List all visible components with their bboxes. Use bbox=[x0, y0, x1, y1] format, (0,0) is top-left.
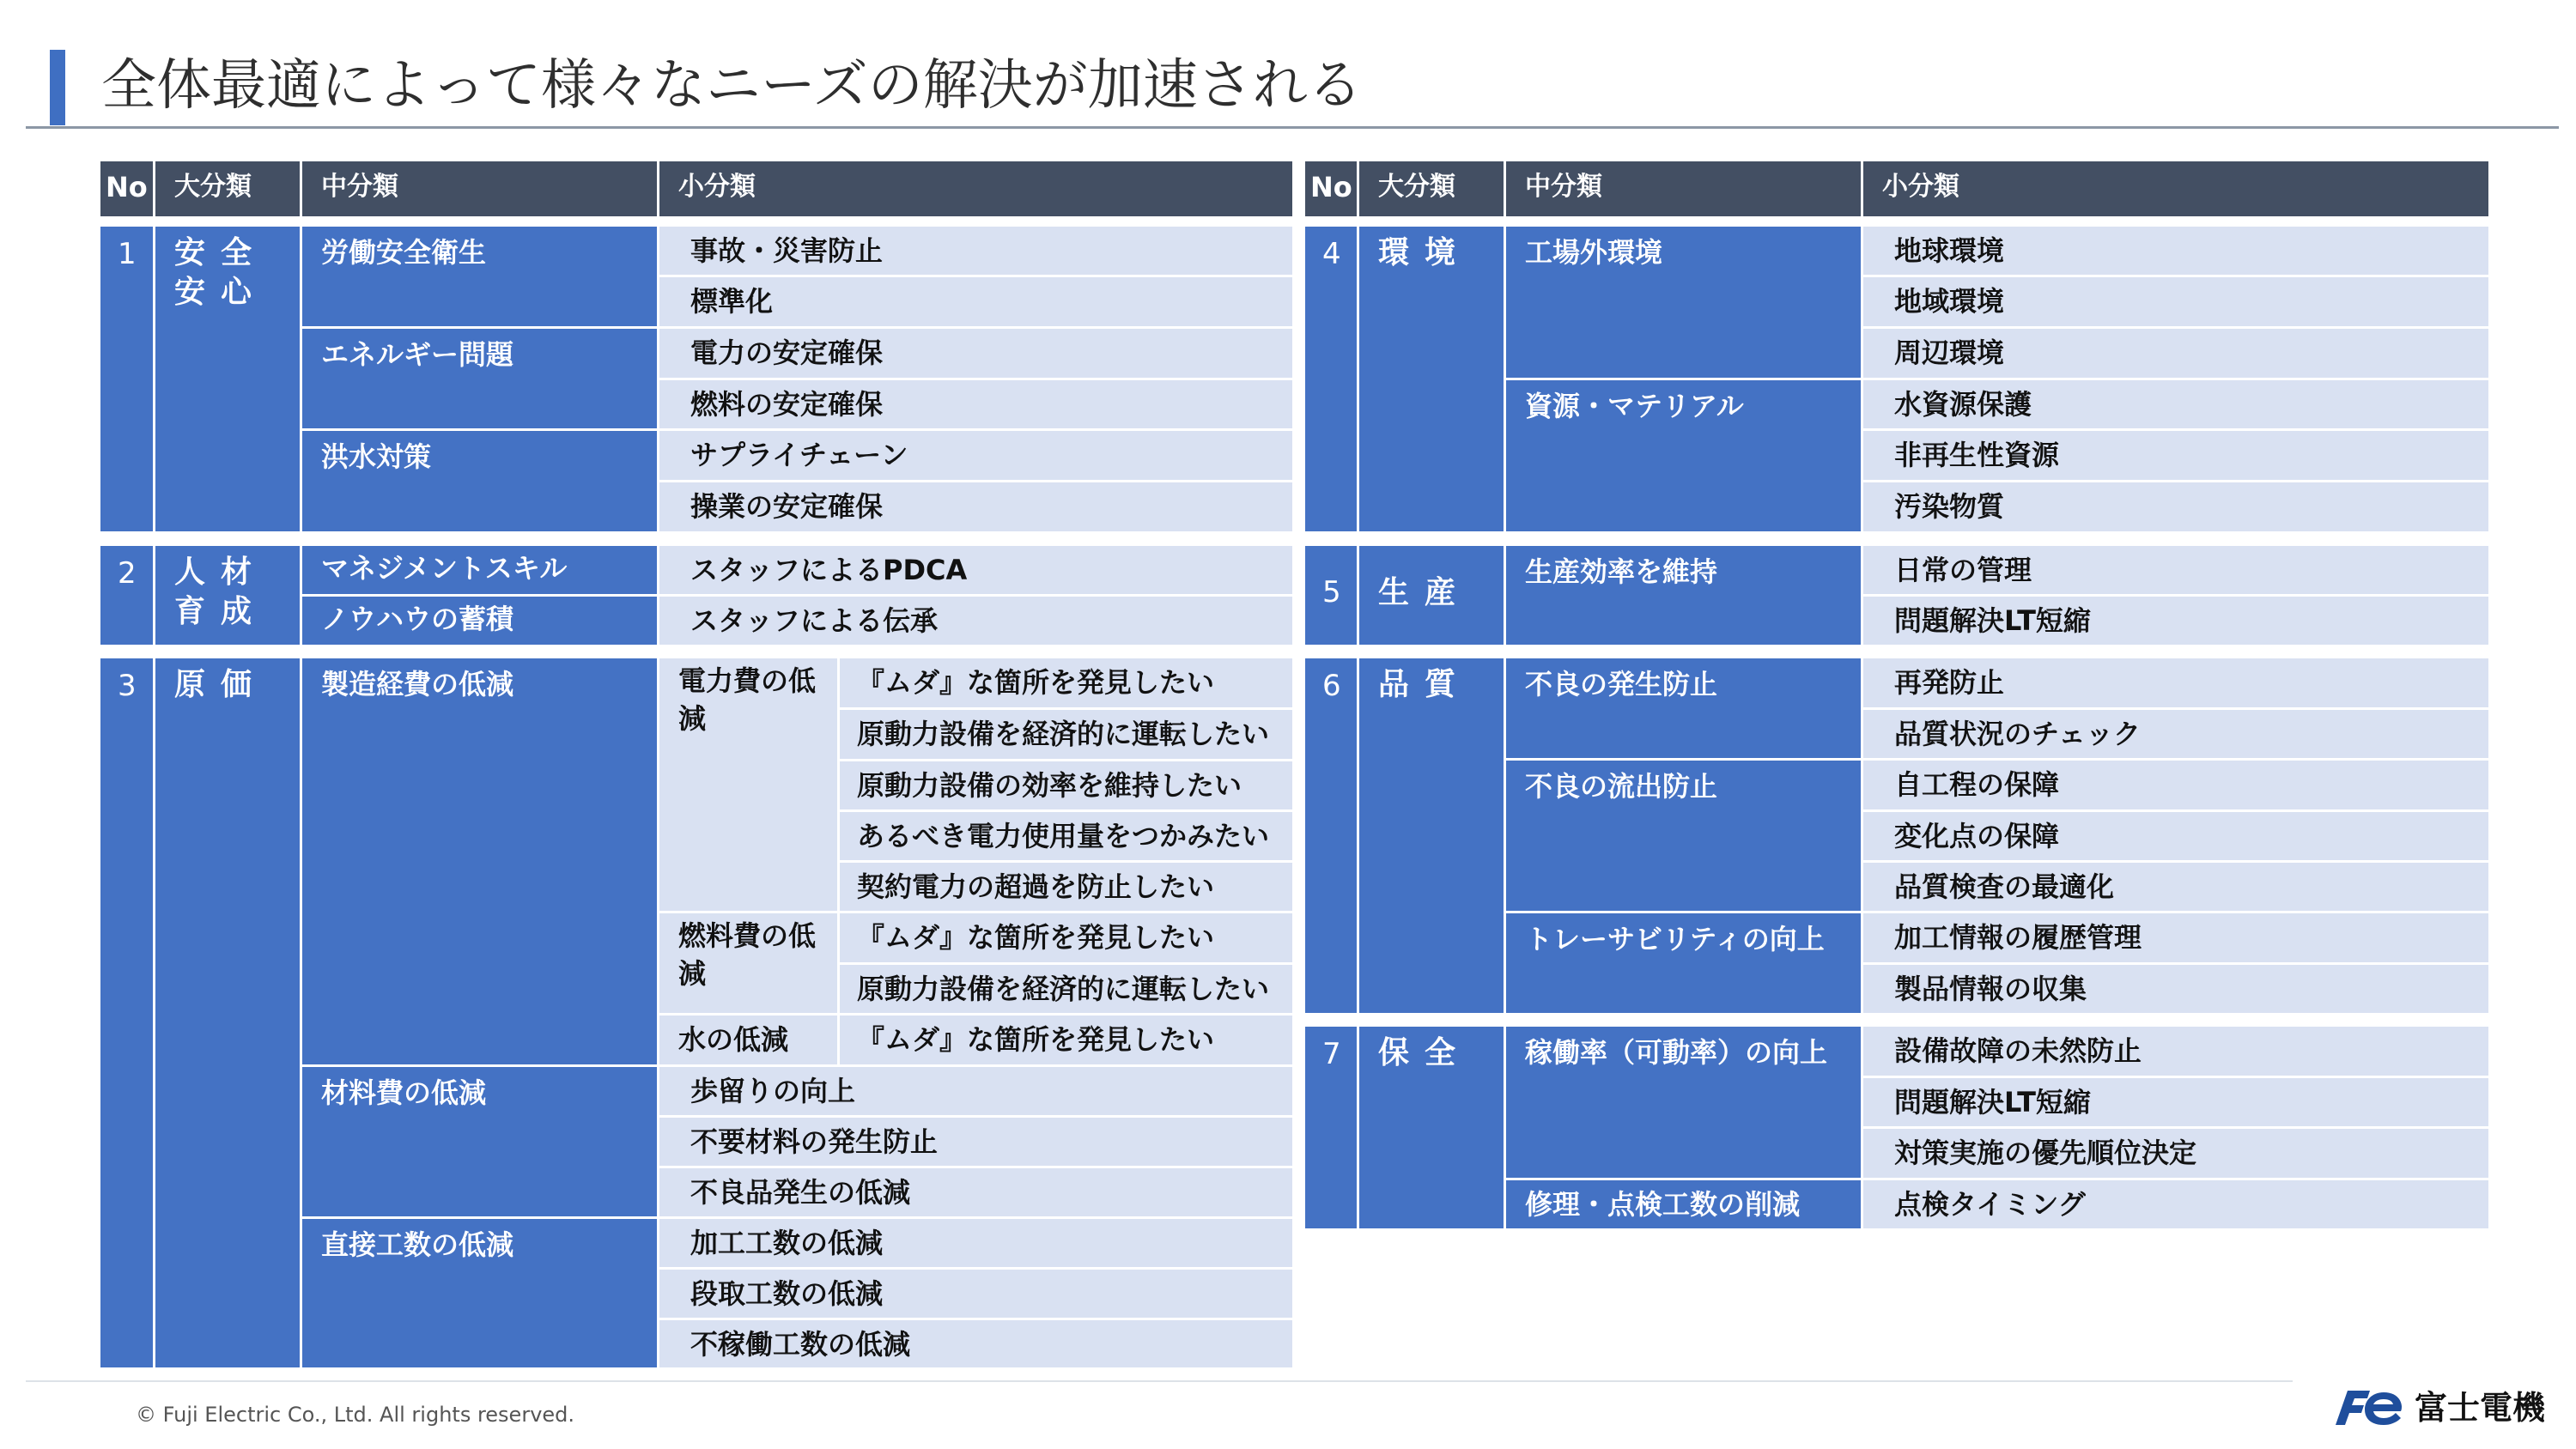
group-2-no: 2 bbox=[100, 546, 153, 647]
group-6-middle-2: 不良の流出防止 bbox=[1504, 761, 1861, 913]
group-2-category-line2: 育成 bbox=[174, 594, 268, 629]
group-4-item-3: 周辺環境 bbox=[1861, 329, 2488, 380]
group-1-category-line2: 安心 bbox=[174, 275, 268, 310]
title-accent-bar bbox=[50, 50, 65, 125]
copyright-text: © Fuji Electric Co., Ltd. All rights reserved. bbox=[136, 1403, 575, 1427]
group-1-item-5: サプライチェーン bbox=[657, 431, 1292, 482]
group-1-middle-3: 洪水対策 bbox=[300, 431, 657, 534]
group-2-category-line1: 人材 bbox=[174, 555, 268, 590]
group-7-item-2: 問題解決LT短縮 bbox=[1861, 1078, 2488, 1129]
header-middle: 中分類 bbox=[300, 161, 657, 216]
page-title: 全体最適によって様々なニーズの解決が加速される bbox=[101, 54, 1363, 118]
group-2-middle-1: マネジメントスキル bbox=[300, 546, 657, 597]
group-3-sub-1: 電力費の低減 bbox=[657, 658, 837, 913]
group-1-category-line1: 安全 bbox=[174, 235, 268, 270]
group-6-item-2: 品質状況のチェック bbox=[1861, 710, 2488, 761]
group-6-middle-1: 不良の発生防止 bbox=[1504, 658, 1861, 761]
group-7-item-3: 対策実施の優先順位決定 bbox=[1861, 1129, 2488, 1180]
group-2-item-1: スタッフによるPDCA bbox=[657, 546, 1292, 597]
group-7-category: 保全 bbox=[1357, 1027, 1504, 1231]
group-3-item-6: 不稼働工数の低減 bbox=[657, 1320, 1292, 1370]
group-3-subitem-8: 『ムダ』な箇所を発見したい bbox=[837, 1016, 1292, 1067]
header-minor: 小分類 bbox=[657, 161, 1292, 216]
header-major-right: 大分類 bbox=[1357, 161, 1504, 216]
header-major: 大分類 bbox=[153, 161, 300, 216]
header-no: No bbox=[100, 161, 153, 216]
group-3-sub-2: 燃料費の低減 bbox=[657, 913, 837, 1016]
group-5-no: 5 bbox=[1305, 546, 1357, 647]
group-6-item-7: 製品情報の収集 bbox=[1861, 965, 2488, 1016]
group-2-middle-2: ノウハウの蓄積 bbox=[300, 597, 657, 647]
group-6-item-4: 変化点の保障 bbox=[1861, 812, 2488, 863]
group-1-item-4: 燃料の安定確保 bbox=[657, 380, 1292, 431]
group-3-item-3: 不良品発生の低減 bbox=[657, 1168, 1292, 1219]
group-4-item-5: 非再生性資源 bbox=[1861, 431, 2488, 482]
group-6-category: 品質 bbox=[1357, 658, 1504, 1016]
group-3-middle-3: 直接工数の低減 bbox=[300, 1219, 657, 1370]
group-7-item-4: 点検タイミング bbox=[1861, 1180, 2488, 1231]
group-4-item-6: 汚染物質 bbox=[1861, 482, 2488, 534]
group-7-middle-1: 稼働率（可動率）の向上 bbox=[1504, 1027, 1861, 1180]
group-4-item-4: 水資源保護 bbox=[1861, 380, 2488, 431]
group-3-item-2: 不要材料の発生防止 bbox=[657, 1118, 1292, 1168]
group-6-item-5: 品質検査の最適化 bbox=[1861, 863, 2488, 913]
group-3-no: 3 bbox=[100, 658, 153, 1370]
company-logo bbox=[2332, 1382, 2545, 1434]
group-4-item-1: 地球環境 bbox=[1861, 227, 2488, 277]
group-3-subitem-6: 『ムダ』な箇所を発見したい bbox=[837, 913, 1292, 965]
header-middle-right: 中分類 bbox=[1504, 161, 1861, 216]
group-5-item-1: 日常の管理 bbox=[1861, 546, 2488, 597]
group-6-no: 6 bbox=[1305, 658, 1357, 1016]
group-3-subitem-4: あるべき電力使用量をつかみたい bbox=[837, 812, 1292, 863]
title-divider bbox=[26, 126, 2559, 129]
group-3-item-5: 段取工数の低減 bbox=[657, 1270, 1292, 1320]
group-4-item-2: 地域環境 bbox=[1861, 277, 2488, 329]
group-1-category bbox=[153, 227, 300, 534]
group-4-middle-2: 資源・マテリアル bbox=[1504, 380, 1861, 534]
group-1-middle-1: 労働安全衛生 bbox=[300, 227, 657, 329]
group-1-item-6: 操業の安定確保 bbox=[657, 482, 1292, 534]
group-7-item-1: 設備故障の未然防止 bbox=[1861, 1027, 2488, 1078]
group-2-item-2: スタッフによる伝承 bbox=[657, 597, 1292, 647]
group-6-middle-3: トレーサビリティの向上 bbox=[1504, 913, 1861, 1016]
group-1-no: 1 bbox=[100, 227, 153, 534]
fuji-electric-logo-icon bbox=[2332, 1387, 2404, 1428]
group-1-item-3: 電力の安定確保 bbox=[657, 329, 1292, 380]
header-minor-right: 小分類 bbox=[1861, 161, 2488, 216]
group-3-subitem-1: 『ムダ』な箇所を発見したい bbox=[837, 658, 1292, 710]
group-4-category: 環境 bbox=[1357, 227, 1504, 534]
group-3-sub-3: 水の低減 bbox=[657, 1016, 837, 1067]
footer-divider bbox=[26, 1380, 2293, 1382]
group-2-category bbox=[153, 546, 300, 647]
group-3-middle-1: 製造経費の低減 bbox=[300, 658, 657, 1067]
group-3-subitem-2: 原動力設備を経済的に運転したい bbox=[837, 710, 1292, 761]
group-3-subitem-7: 原動力設備を経済的に運転したい bbox=[837, 965, 1292, 1016]
group-7-no: 7 bbox=[1305, 1027, 1357, 1231]
group-3-subitem-5: 契約電力の超過を防止したい bbox=[837, 863, 1292, 913]
group-5-item-2: 問題解決LT短縮 bbox=[1861, 597, 2488, 647]
group-4-no: 4 bbox=[1305, 227, 1357, 534]
group-3-subitem-3: 原動力設備の効率を維持したい bbox=[837, 761, 1292, 812]
group-5-category: 生産 bbox=[1357, 546, 1504, 647]
group-3-category: 原価 bbox=[153, 658, 300, 1370]
group-6-item-1: 再発防止 bbox=[1861, 658, 2488, 710]
group-1-item-1: 事故・災害防止 bbox=[657, 227, 1292, 277]
group-1-middle-2: エネルギー問題 bbox=[300, 329, 657, 431]
group-3-middle-2: 材料費の低減 bbox=[300, 1067, 657, 1219]
group-6-item-6: 加工情報の履歴管理 bbox=[1861, 913, 2488, 965]
group-6-item-3: 自工程の保障 bbox=[1861, 761, 2488, 812]
group-4-middle-1: 工場外環境 bbox=[1504, 227, 1861, 380]
logo-text: 富士電機 bbox=[2415, 1389, 2546, 1427]
group-3-item-1: 歩留りの向上 bbox=[657, 1067, 1292, 1118]
header-no-right: No bbox=[1305, 161, 1357, 216]
group-3-item-4: 加工工数の低減 bbox=[657, 1219, 1292, 1270]
group-5-middle-1: 生産効率を維持 bbox=[1504, 546, 1861, 647]
group-1-item-2: 標準化 bbox=[657, 277, 1292, 329]
group-7-middle-2: 修理・点検工数の削減 bbox=[1504, 1180, 1861, 1231]
